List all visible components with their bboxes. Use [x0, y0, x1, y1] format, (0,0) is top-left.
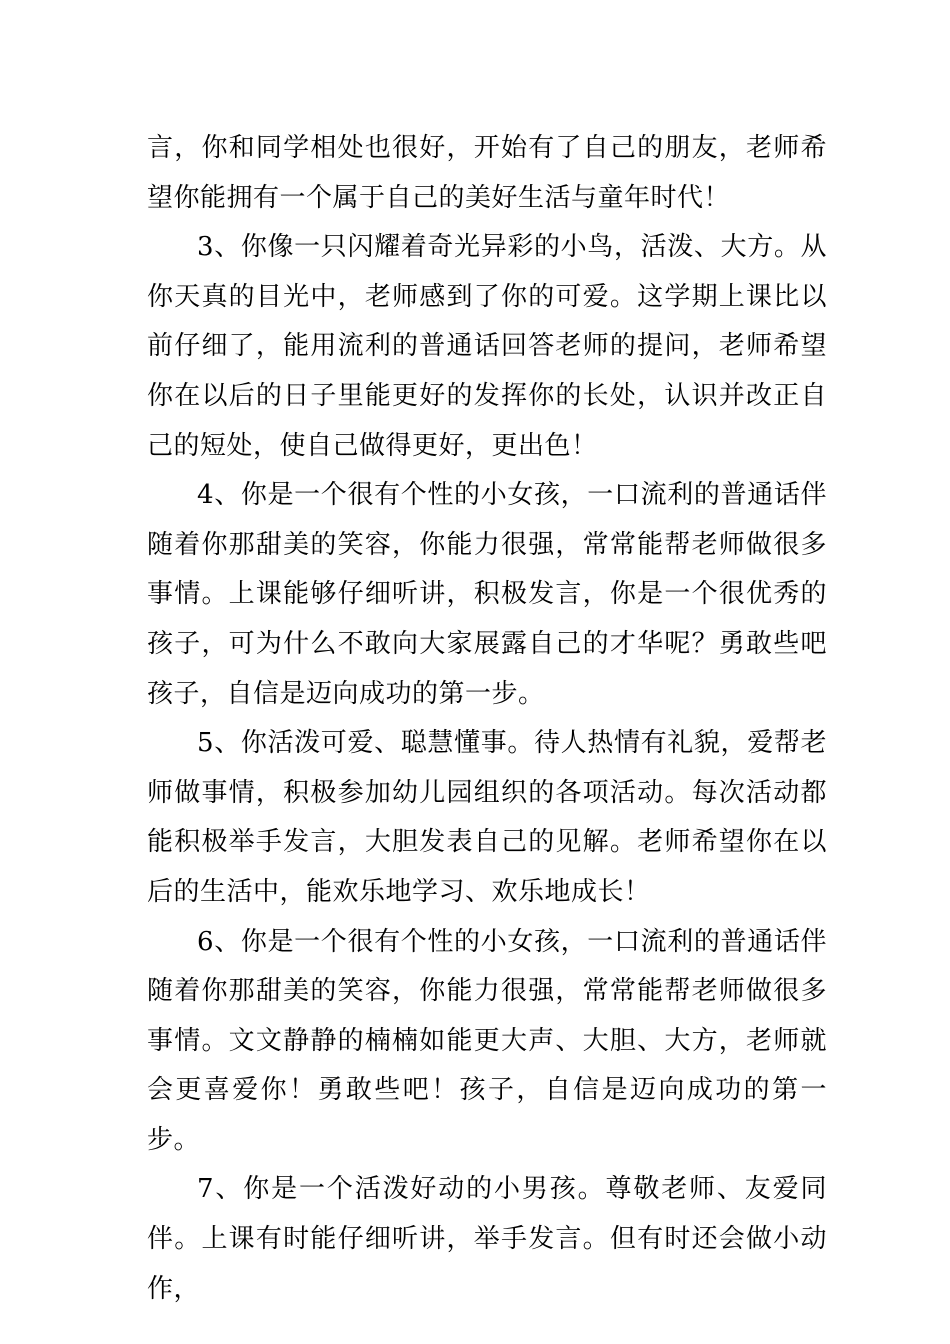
paragraph-comment-4: 4、你是一个很有个性的小女孩，一口流利的普通话伴随着你那甜美的笑容，你能力很强，常常能帮老师做很多事情。上课能够仔细听讲，积极发言，你是一个很优秀的孩子，可为什么不敢向大家展露自己的才华呢？勇敢些吧孩子，自信是迈向成功的第一步。: [147, 480, 827, 709]
paragraph-comment-6: 6、你是一个很有个性的小女孩，一口流利的普通话伴随着你那甜美的笑容，你能力很强，常常能帮老师做很多事情。文文静静的楠楠如能更大声、大胆、大方，老师就会更喜爱你！勇敢些吧！孩子，自信是迈向成功的第一步。: [147, 926, 827, 1155]
paragraph-comment-5: 5、你活泼可爱、聪慧懂事。待人热情有礼貌，爱帮老师做事情，积极参加幼儿园组织的各项活动。每次活动都能积极举手发言，大胆发表自己的见解。老师希望你在以后的生活中，能欢乐地学习、欢乐地成长！: [147, 728, 827, 907]
paragraph-comment-3: 3、你像一只闪耀着奇光异彩的小鸟，活泼、大方。从你天真的目光中，老师感到了你的可爱。这学期上课比以前仔细了，能用流利的普通话回答老师的提问，老师希望你在以后的日子里能更好的发挥你的长处，认识并改正自己的短处，使自己做得更好，更出色！: [147, 232, 827, 461]
paragraph-continued: 言，你和同学相处也很好，开始有了自己的朋友，老师希望你能拥有一个属于自己的美好生活与童年时代！: [147, 133, 827, 213]
paragraph-comment-7: 7、你是一个活泼好动的小男孩。尊敬老师、友爱同伴。上课有时能仔细听讲，举手发言。但有时还会做小动作，: [147, 1174, 827, 1304]
document-body: [147, 124, 827, 1314]
